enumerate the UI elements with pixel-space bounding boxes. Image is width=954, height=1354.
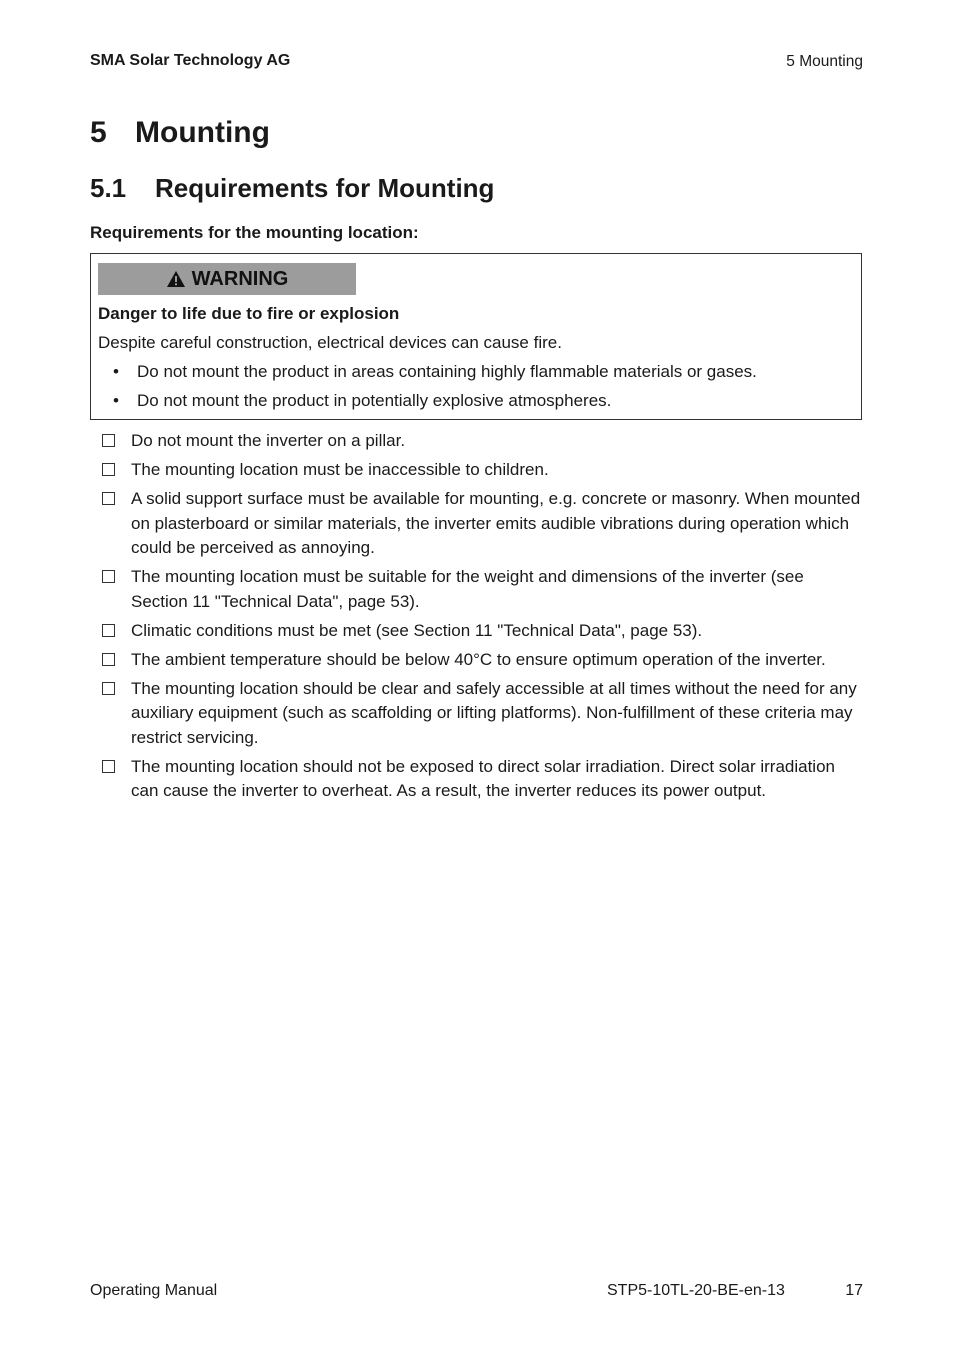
header-chapter: 5 Mounting [786,53,863,70]
warning-bullet-list [98,362,757,420]
requirement-text: The ambient temperature should be below 40°C to ensure optimum operation of the inverter. [131,649,826,669]
warning-triangle-icon [166,270,186,288]
footer-doc-code: STP5-10TL-20-BE-en-13 [607,1282,785,1299]
requirements-heading: Requirements for the mounting location: [90,223,419,242]
checkbox-icon [102,570,115,583]
requirement-text: The mounting location should not be exposed to direct solar irradiation. Direct solar irradiation can cause the inverter to overheat. As a result, the inverter reduces its power output. [131,756,835,800]
footer-page-number: 17 [845,1282,863,1299]
requirement-item [100,677,864,751]
section-title [90,173,494,204]
requirement-text: Do not mount the inverter on a pillar. [131,431,406,450]
checkbox-icon [102,463,115,476]
checkbox-icon [102,492,115,505]
chapter-title [90,116,270,150]
warning-intro: Despite careful construction, electrical devices can cause fire. [98,333,562,352]
requirement-item [100,755,864,804]
requirement-item [100,565,864,614]
section-title-text: Requirements for Mounting [155,173,495,203]
bullet-icon: • [113,391,119,410]
requirement-text: The mounting location should be clear and safely accessible at all times without the need for any auxiliary equipment (such as scaffolding or lifting platforms). Non-fulfillment of these criteria may restrict servicing. [131,678,857,747]
requirement-text: The mounting location must be suitable for the weight and dimensions of the inverter (see Section 11 "Technical Data", page 53). [131,567,804,611]
warning-bullet [98,362,757,391]
requirement-text: Climatic conditions must be met (see Section 11 "Technical Data", page 53). [131,620,703,640]
requirement-item [100,458,864,483]
checkbox-icon [102,760,115,773]
warning-box [90,253,862,420]
checkbox-icon [102,682,115,695]
warning-banner [98,263,356,295]
requirement-text: The mounting location must be inaccessible to children. [131,460,549,479]
requirement-item [100,487,864,561]
warning-bullet-text: Do not mount the product in areas containing highly flammable materials or gases. [137,362,757,381]
warning-bullet [98,391,757,420]
requirement-item [100,429,864,454]
checkbox-icon [102,434,115,447]
section-number: 5.1 [90,173,127,203]
chapter-number: 5 [90,116,107,149]
bullet-icon: • [113,362,119,381]
requirements-list [100,429,864,808]
requirement-item [100,619,864,644]
chapter-title-text: Mounting [135,116,270,149]
warning-label: WARNING [191,267,289,290]
footer-doc-type: Operating Manual [90,1282,218,1299]
checkbox-icon [102,624,115,637]
warning-bullet-text: Do not mount the product in potentially explosive atmospheres. [137,391,612,410]
requirement-text: A solid support surface must be available for mounting, e.g. concrete or masonry. When mounted on plasterboard or similar materials, the inverter emits audible vibrations during operation which could be perceived as annoying. [131,489,861,557]
checkbox-icon [102,653,115,666]
warning-title: Danger to life due to fire or explosion [98,304,400,323]
requirement-item [100,648,864,673]
header-company: SMA Solar Technology AG [90,52,291,69]
